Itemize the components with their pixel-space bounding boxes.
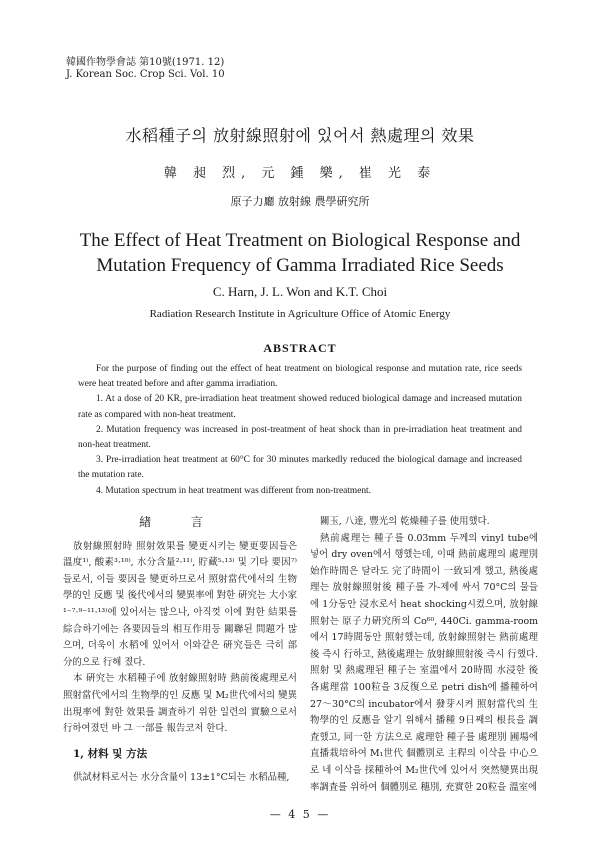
page-number: — 4 5 — — [269, 808, 331, 821]
journal-citation — [66, 57, 225, 81]
methods-paragraph: 熱前處理는 種子를 0.03mm 두께의 vinyl tube에 넣어 dry oven에서 행했는데, 이때 熱前處理의 處理別始作時間은 달라도 完了時間이 一致되게 했고, 熱後處理는 放射線照射後 種子를 가-제에 싸서 70°C의 물들에 1分동안 浸水로서 heat shocking시켰으며, 放射線照射는 原子力硏究所의 Co⁶⁰, 440Ci. gamma-room에서 17時間동안 照射했는데, 放射線照射는 熱前處理後 즉시 行하고, 熱後處理는 放射線照射後 즉시 行했다. 照射 및 熱處理된 種子는 室溫에서 20時間 水浸한 後 各處理當 100粒을 3反復으로 petri dish에 播種하여 27～30°C의 incubator에서 發芽시켜 照射當代의 生物學的인 反應을 알기 위해서 播種 9日째의 根長을 調査했고, 同一한 方法으로 處理한 種子를 處理別 圃場에 直播栽培하여 M₁世代 個體別로 主稈의 이삭을 中心으로 네 이삭을 採種하여 M₂世代에 있어서 突然變異出現率調査를 위하여 個體別로 穗別, 充實한 20粒을 溫室에 — [310, 532, 538, 793]
abstract-heading: ABSTRACT — [263, 341, 337, 355]
abstract-paragraph: 4. Mutation spectrum in heat treatment was different from non-treatment. — [96, 485, 372, 496]
left-column — [63, 514, 297, 787]
korean-affiliation: 原子力廳 放射線 農學硏究所 — [230, 195, 370, 208]
introduction-heading: 緖 言 — [139, 515, 221, 529]
methods-paragraph: 供試材料로서는 水分含量이 13±1°C되는 水稻品種, — [73, 772, 290, 784]
english-title: The Effect of Heat Treatment on Biological Response and Mutation Frequency of Gamma Irradiated Rice Seeds — [79, 230, 521, 276]
journal-line-english: J. Korean Soc. Crop Sci. Vol. 10 — [66, 69, 225, 80]
introduction-paragraph: 放射線照射時 照射效果를 變更시키는 變更要因들은 溫度¹⁾, 酸素³·¹⁰⁾, 水分含量²·¹¹⁾, 貯藏⁵·¹³⁾ 및 기타 要因⁷⁾들로서, 이들 要因을 變更하므로서 照射當代에서의 生物學的인 反應 및 後代에서의 變異率에 對한 硏究는 大小家¹⁻⁷·⁹⁻¹¹·¹³⁾에 있어서는 많으나, 아직껏 이에 對한 結果를 綜合하기에는 各要因들의 相互作用등 關聯된 問題가 많으며, 더욱이 水稻에 있어서 이와같은 硏究들은 극히 部分的으로 行해 졌다. — [63, 540, 297, 668]
english-authors: C. Harn, J. L. Won and K.T. Choi — [212, 284, 388, 299]
methods-paragraph: 關玉, 八達, 豐光의 乾燥種子를 使用했다. — [320, 516, 490, 527]
methods-heading: 1, 材料 및 方法 — [73, 747, 148, 760]
right-column — [310, 514, 538, 796]
abstract-paragraph: 2. Mutation frequency was increased in post-treatment of heat shock than in pre-irradiation heat treatment and non-heat treatment. — [78, 424, 522, 451]
abstract-paragraph: For the purpose of finding out the effect of heat treatment on biological response and mutation rate, rice seeds were heat treated before and after gamma irradiation. — [78, 364, 522, 390]
abstract-paragraph: 3. Pre-irradiation heat treatment at 60°C for 30 minutes markedly reduced the biological damage and increased the mutation rate. — [78, 455, 522, 481]
abstract-body — [78, 362, 522, 499]
korean-authors: 韓 昶 烈, 元 鍾 樂, 崔 光 泰 — [163, 166, 437, 181]
korean-title: 水稻種子의 放射線照射에 있어서 熱處理의 效果 — [125, 126, 475, 145]
english-affiliation: Radiation Research Institute in Agriculture Office of Atomic Energy — [149, 308, 451, 320]
abstract-paragraph: 1. At a dose of 20 KR, pre-irradiation heat treatment showed reduced biological damage and increased mutation rate as compared with non-heat treatment. — [78, 394, 522, 420]
introduction-paragraph: 本 硏究는 水稻種子에 放射線照射時 熱前後處理로서 照射當代에서의 生物學的인 反應 및 M₂世代에서의 變異 出現率에 對한 效果를 調査하기 위한 일련의 實驗으로서 行하여졌던 바 그 一部를 報告코저 한다. — [63, 673, 297, 735]
journal-line-korean: 韓國作物學會誌 第10號(1971. 12) — [66, 57, 225, 68]
